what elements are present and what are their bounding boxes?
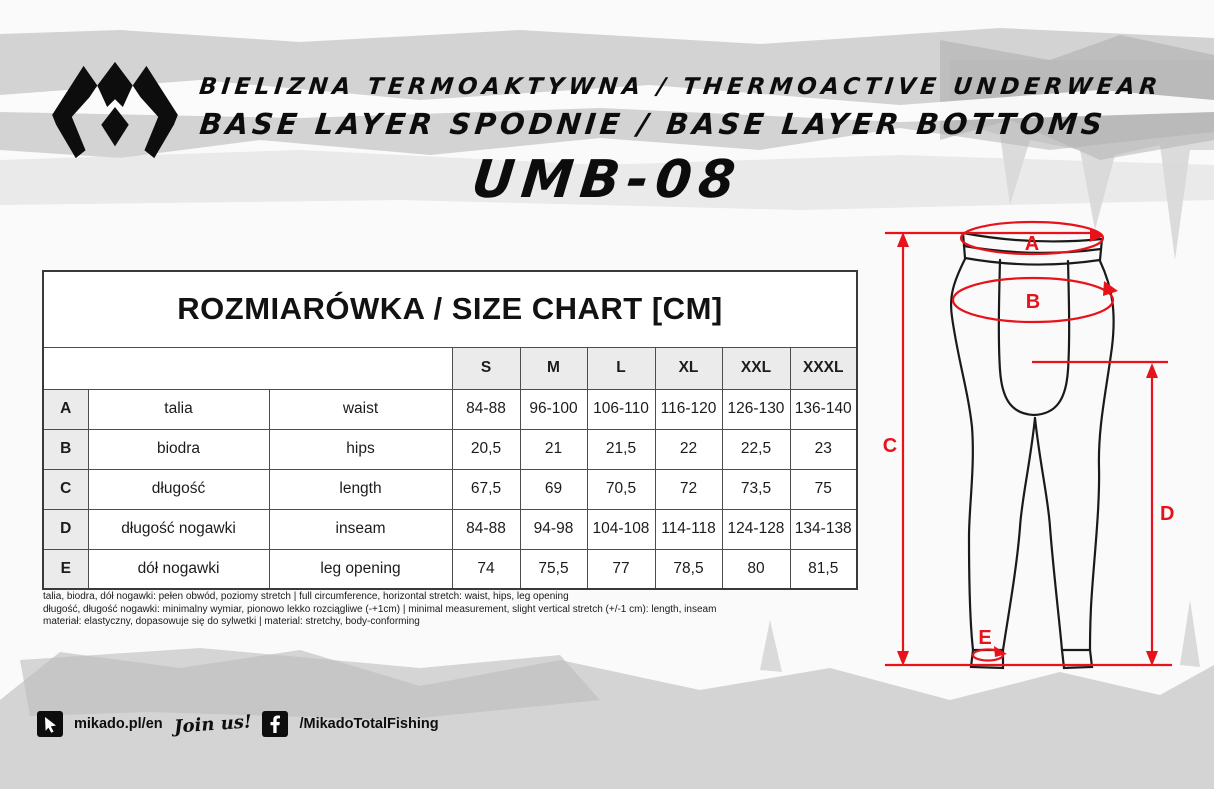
measure-label-b: B: [1025, 291, 1041, 313]
footer: [37, 711, 439, 737]
size-header: XXL: [722, 347, 790, 389]
row-label-en: leg opening: [269, 549, 452, 589]
value-cell: 22: [655, 429, 722, 469]
value-cell: 124-128: [722, 509, 790, 549]
table-row-D: [43, 509, 857, 549]
row-key: C: [43, 469, 88, 509]
value-cell: 23: [790, 429, 857, 469]
title-line-1: BIELIZNA TERMOAKTYWNA / THERMOACTIVE UNDERWEAR: [198, 74, 1164, 100]
value-cell: 72: [655, 469, 722, 509]
leggings-measurement-diagram: [866, 215, 1186, 680]
value-cell: 136-140: [790, 389, 857, 429]
measure-label-c: C: [882, 435, 898, 457]
value-cell: 70,5: [587, 469, 655, 509]
size-header-row: [43, 347, 857, 389]
model-number: UMB-08: [469, 150, 745, 210]
value-cell: 81,5: [790, 549, 857, 589]
row-label-pl: talia: [88, 389, 269, 429]
value-cell: 67,5: [452, 469, 520, 509]
footnote-line: talia, biodra, dół nogawki: pełen obwód, poziomy stretch | full circumference, horizontal stretch: waist, hips, leg opening: [43, 591, 569, 602]
value-cell: 84-88: [452, 389, 520, 429]
size-header: XXXL: [790, 347, 857, 389]
table-row-C: [43, 469, 857, 509]
value-cell: 96-100: [520, 389, 587, 429]
row-label-pl: długość nogawki: [88, 509, 269, 549]
value-cell: 106-110: [587, 389, 655, 429]
value-cell: 75,5: [520, 549, 587, 589]
mikado-logo: [44, 56, 186, 164]
row-label-pl: biodra: [88, 429, 269, 469]
row-key: E: [43, 549, 88, 589]
facebook-link: /MikadoTotalFishing: [299, 716, 439, 732]
size-header: S: [452, 347, 520, 389]
value-cell: 22,5: [722, 429, 790, 469]
measure-label-d: D: [1160, 503, 1175, 525]
value-cell: 21,5: [587, 429, 655, 469]
table-row-B: [43, 429, 857, 469]
value-cell: 80: [722, 549, 790, 589]
row-label-pl: dół nogawki: [88, 549, 269, 589]
value-cell: 134-138: [790, 509, 857, 549]
measure-label-a: A: [1024, 233, 1040, 255]
size-header: XL: [655, 347, 722, 389]
value-cell: 104-108: [587, 509, 655, 549]
value-cell: 20,5: [452, 429, 520, 469]
value-cell: 75: [790, 469, 857, 509]
header: [198, 74, 1164, 141]
value-cell: 21: [520, 429, 587, 469]
size-header: L: [587, 347, 655, 389]
value-cell: 77: [587, 549, 655, 589]
value-cell: 94-98: [520, 509, 587, 549]
table-title: ROZMIARÓWKA / SIZE CHART [CM]: [43, 271, 857, 347]
value-cell: 84-88: [452, 509, 520, 549]
value-cell: 114-118: [655, 509, 722, 549]
facebook-icon: [262, 711, 288, 737]
footnote-line: długość, długość nogawki: minimalny wymiar, pionowo lekko rozciągliwe (-+1cm) | minimal measurement, slight vertical stretch (+/-1 cm): length, inseam: [43, 603, 717, 615]
measurement-marks: [883, 222, 1175, 666]
table-title-row: [43, 271, 857, 347]
row-label-en: waist: [269, 389, 452, 429]
empty-header-cell: [43, 347, 452, 389]
table-row-A: [43, 389, 857, 429]
join-us-script: Join us!: [173, 710, 253, 738]
cursor-icon: [37, 711, 63, 737]
table-row-E: [43, 549, 857, 589]
row-key: D: [43, 509, 88, 549]
size-chart-table: [42, 270, 858, 590]
row-label-en: hips: [269, 429, 452, 469]
website-link: mikado.pl/en: [74, 716, 163, 732]
value-cell: 126-130: [722, 389, 790, 429]
value-cell: 69: [520, 469, 587, 509]
row-key: A: [43, 389, 88, 429]
measure-label-e: E: [978, 627, 992, 649]
row-label-en: length: [269, 469, 452, 509]
size-header: M: [520, 347, 587, 389]
row-key: B: [43, 429, 88, 469]
row-label-pl: długość: [88, 469, 269, 509]
title-line-2: BASE LAYER SPODNIE / BASE LAYER BOTTOMS: [198, 107, 1108, 141]
value-cell: 116-120: [655, 389, 722, 429]
footnote-line: materiał: elastyczny, dopasowuje się do sylwetki | material: stretchy, body-conforming: [43, 616, 420, 627]
footnotes: [43, 591, 763, 629]
value-cell: 74: [452, 549, 520, 589]
value-cell: 78,5: [655, 549, 722, 589]
row-label-en: inseam: [269, 509, 452, 549]
value-cell: 73,5: [722, 469, 790, 509]
